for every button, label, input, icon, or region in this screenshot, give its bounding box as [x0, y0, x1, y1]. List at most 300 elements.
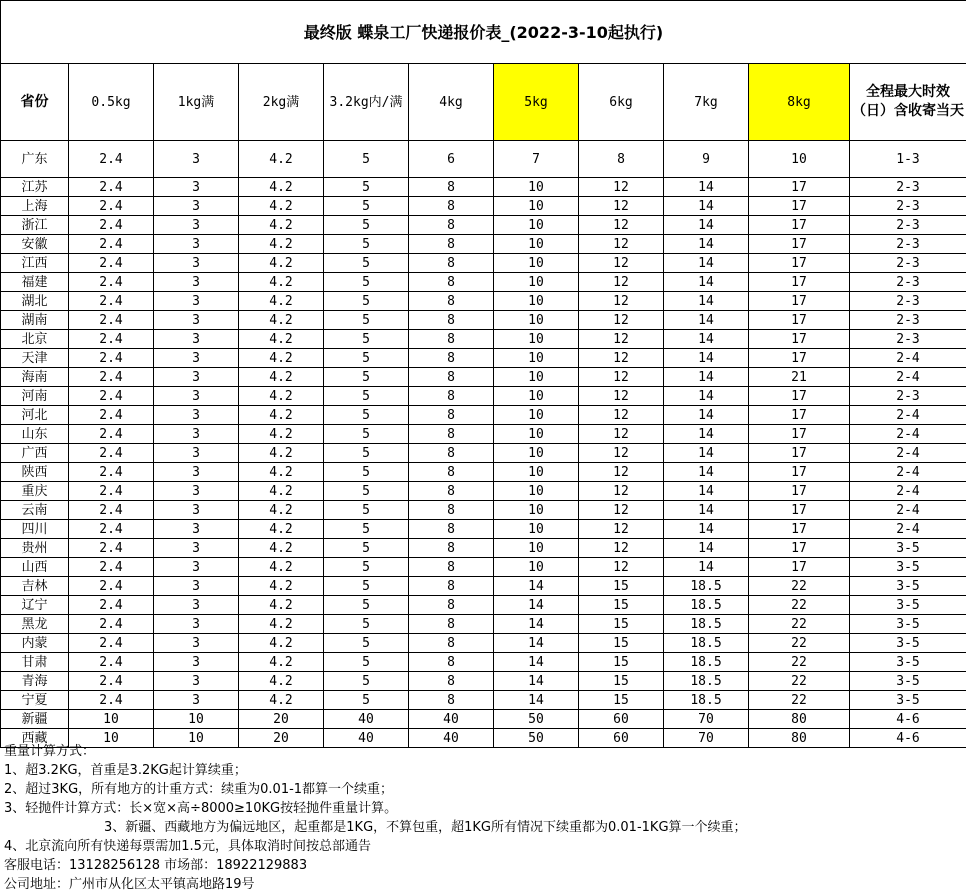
price-cell: 3	[154, 672, 239, 691]
price-cell: 14	[664, 330, 749, 349]
price-cell: 10	[494, 368, 579, 387]
price-cell: 14	[494, 596, 579, 615]
price-cell: 8	[409, 634, 494, 653]
price-cell: 15	[579, 672, 664, 691]
price-cell: 17	[749, 406, 850, 425]
price-cell: 4.2	[239, 691, 324, 710]
province-cell: 天津	[1, 349, 69, 368]
price-cell: 3	[154, 235, 239, 254]
price-cell: 21	[749, 368, 850, 387]
price-cell: 14	[664, 539, 749, 558]
price-cell: 2.4	[69, 273, 154, 292]
price-cell: 40	[409, 729, 494, 748]
header-4kg: 4kg	[409, 64, 494, 141]
price-cell: 17	[749, 235, 850, 254]
price-cell: 14	[494, 653, 579, 672]
province-cell: 陕西	[1, 463, 69, 482]
price-cell: 8	[409, 273, 494, 292]
price-cell: 4.2	[239, 387, 324, 406]
price-cell: 3	[154, 387, 239, 406]
price-cell: 60	[579, 710, 664, 729]
price-cell: 5	[324, 691, 409, 710]
price-cell: 12	[579, 387, 664, 406]
header-0-5kg: 0.5kg	[69, 64, 154, 141]
price-cell: 4.2	[239, 406, 324, 425]
price-cell: 3	[154, 558, 239, 577]
price-cell: 5	[324, 653, 409, 672]
price-cell: 17	[749, 501, 850, 520]
table-row	[1, 216, 966, 235]
price-cell: 14	[664, 197, 749, 216]
province-cell: 北京	[1, 330, 69, 349]
price-cell: 4.2	[239, 653, 324, 672]
price-cell: 2.4	[69, 368, 154, 387]
price-cell: 2.4	[69, 141, 154, 178]
price-cell: 10	[494, 520, 579, 539]
price-cell: 8	[409, 254, 494, 273]
header-3-2kg: 3.2kg内/满	[324, 64, 409, 141]
province-cell: 内蒙	[1, 634, 69, 653]
price-cell: 12	[579, 558, 664, 577]
days-cell: 2-4	[850, 520, 966, 539]
table-row	[1, 463, 966, 482]
price-cell: 17	[749, 178, 850, 197]
table-row	[1, 596, 966, 615]
price-cell: 3	[154, 501, 239, 520]
price-cell: 7	[494, 141, 579, 178]
table-row	[1, 330, 966, 349]
price-cell: 18.5	[664, 634, 749, 653]
price-cell: 17	[749, 520, 850, 539]
price-cell: 4.2	[239, 349, 324, 368]
price-cell: 3	[154, 634, 239, 653]
price-cell: 10	[494, 444, 579, 463]
province-cell: 海南	[1, 368, 69, 387]
price-cell: 10	[749, 141, 850, 178]
days-cell: 2-4	[850, 482, 966, 501]
price-cell: 2.4	[69, 444, 154, 463]
price-cell: 4.2	[239, 425, 324, 444]
price-cell: 8	[409, 311, 494, 330]
price-cell: 5	[324, 311, 409, 330]
price-cell: 8	[409, 482, 494, 501]
price-cell: 50	[494, 729, 579, 748]
price-cell: 14	[664, 178, 749, 197]
price-cell: 8	[409, 653, 494, 672]
price-cell: 12	[579, 197, 664, 216]
table-row	[1, 254, 966, 273]
price-cell: 2.4	[69, 254, 154, 273]
price-cell: 8	[409, 406, 494, 425]
days-cell: 2-3	[850, 330, 966, 349]
table-row	[1, 520, 966, 539]
price-cell: 18.5	[664, 653, 749, 672]
price-cell: 12	[579, 178, 664, 197]
price-cell: 80	[749, 729, 850, 748]
price-cell: 5	[324, 216, 409, 235]
days-cell: 2-3	[850, 216, 966, 235]
price-cell: 5	[324, 349, 409, 368]
price-cell: 12	[579, 444, 664, 463]
price-cell: 14	[664, 292, 749, 311]
price-cell: 3	[154, 425, 239, 444]
price-cell: 17	[749, 539, 850, 558]
province-cell: 宁夏	[1, 691, 69, 710]
note-line: 重量计算方式：	[4, 744, 96, 759]
price-cell: 14	[664, 444, 749, 463]
price-cell: 5	[324, 577, 409, 596]
price-cell: 10	[69, 729, 154, 748]
price-cell: 22	[749, 615, 850, 634]
price-cell: 17	[749, 292, 850, 311]
price-cell: 5	[324, 330, 409, 349]
header-7kg: 7kg	[664, 64, 749, 141]
price-cell: 18.5	[664, 577, 749, 596]
price-cell: 5	[324, 558, 409, 577]
days-cell: 2-3	[850, 273, 966, 292]
days-cell: 2-3	[850, 311, 966, 330]
price-cell: 5	[324, 425, 409, 444]
price-cell: 14	[664, 501, 749, 520]
table-row	[1, 368, 966, 387]
price-cell: 4.2	[239, 596, 324, 615]
price-cell: 20	[239, 729, 324, 748]
price-cell: 14	[664, 349, 749, 368]
price-cell: 3	[154, 330, 239, 349]
price-cell: 10	[494, 178, 579, 197]
province-cell: 甘肃	[1, 653, 69, 672]
price-cell: 14	[664, 425, 749, 444]
price-cell: 3	[154, 311, 239, 330]
days-cell: 2-3	[850, 387, 966, 406]
price-cell: 5	[324, 501, 409, 520]
price-cell: 22	[749, 691, 850, 710]
notes-section	[0, 742, 966, 894]
province-cell: 湖南	[1, 311, 69, 330]
province-cell: 重庆	[1, 482, 69, 501]
province-cell: 辽宁	[1, 596, 69, 615]
price-cell: 4.2	[239, 197, 324, 216]
price-cell: 3	[154, 615, 239, 634]
days-cell: 2-3	[850, 197, 966, 216]
price-cell: 10	[494, 463, 579, 482]
price-cell: 22	[749, 577, 850, 596]
price-cell: 2.4	[69, 653, 154, 672]
days-cell: 2-4	[850, 463, 966, 482]
price-cell: 18.5	[664, 615, 749, 634]
note-line: 公司地址：广州市从化区太平镇高地路19号	[4, 877, 255, 892]
price-cell: 12	[579, 406, 664, 425]
days-cell: 2-4	[850, 349, 966, 368]
table-row	[1, 482, 966, 501]
days-cell: 4-6	[850, 710, 966, 729]
days-cell: 3-5	[850, 615, 966, 634]
days-cell: 2-4	[850, 368, 966, 387]
price-cell: 17	[749, 463, 850, 482]
price-cell: 4.2	[239, 141, 324, 178]
price-cell: 60	[579, 729, 664, 748]
price-cell: 3	[154, 197, 239, 216]
price-cell: 12	[579, 254, 664, 273]
province-cell: 广西	[1, 444, 69, 463]
price-cell: 3	[154, 520, 239, 539]
price-cell: 15	[579, 615, 664, 634]
note-line: 3、轻抛件计算方式：长×宽×高÷8000≥10KG按轻抛件重量计算。	[4, 801, 398, 816]
price-cell: 14	[664, 463, 749, 482]
header-6kg: 6kg	[579, 64, 664, 141]
price-cell: 8	[409, 577, 494, 596]
table-row	[1, 349, 966, 368]
price-cell: 12	[579, 520, 664, 539]
table-row	[1, 672, 966, 691]
province-cell: 青海	[1, 672, 69, 691]
price-cell: 8	[409, 520, 494, 539]
price-cell: 3	[154, 653, 239, 672]
price-cell: 12	[579, 425, 664, 444]
price-cell: 2.4	[69, 197, 154, 216]
price-cell: 5	[324, 235, 409, 254]
price-cell: 17	[749, 330, 850, 349]
province-cell: 湖北	[1, 292, 69, 311]
price-cell: 2.4	[69, 596, 154, 615]
table-row	[1, 653, 966, 672]
price-cell: 2.4	[69, 178, 154, 197]
note-line: 2、超过3KG，所有地方的计重方式：续重为0.01-1都算一个续重；	[4, 782, 394, 797]
province-cell: 安徽	[1, 235, 69, 254]
price-cell: 8	[409, 387, 494, 406]
price-cell: 3	[154, 216, 239, 235]
price-cell: 15	[579, 634, 664, 653]
price-cell: 4.2	[239, 273, 324, 292]
province-cell: 广东	[1, 141, 69, 178]
table-row	[1, 425, 966, 444]
price-cell: 10	[494, 349, 579, 368]
price-cell: 3	[154, 539, 239, 558]
days-cell: 2-3	[850, 254, 966, 273]
table-row	[1, 178, 966, 197]
price-cell: 10	[494, 273, 579, 292]
province-cell: 新疆	[1, 710, 69, 729]
days-cell: 3-5	[850, 672, 966, 691]
table-row	[1, 273, 966, 292]
price-cell: 8	[579, 141, 664, 178]
price-cell: 14	[664, 482, 749, 501]
price-cell: 2.4	[69, 425, 154, 444]
days-cell: 2-3	[850, 235, 966, 254]
price-cell: 8	[409, 178, 494, 197]
province-cell: 福建	[1, 273, 69, 292]
price-cell: 10	[154, 729, 239, 748]
price-cell: 3	[154, 406, 239, 425]
table-row	[1, 235, 966, 254]
price-cell: 3	[154, 368, 239, 387]
province-cell: 黑龙	[1, 615, 69, 634]
price-cell: 5	[324, 368, 409, 387]
table-row	[1, 558, 966, 577]
price-cell: 22	[749, 596, 850, 615]
header-2kg: 2kg满	[239, 64, 324, 141]
price-cell: 14	[494, 691, 579, 710]
price-cell: 5	[324, 141, 409, 178]
table-row	[1, 197, 966, 216]
price-cell: 5	[324, 463, 409, 482]
price-cell: 12	[579, 330, 664, 349]
price-cell: 17	[749, 482, 850, 501]
price-cell: 8	[409, 691, 494, 710]
price-cell: 12	[579, 501, 664, 520]
price-cell: 17	[749, 558, 850, 577]
price-cell: 5	[324, 406, 409, 425]
table-row	[1, 691, 966, 710]
price-cell: 5	[324, 178, 409, 197]
price-cell: 80	[749, 710, 850, 729]
header-province: 省份	[1, 64, 69, 141]
price-cell: 4.2	[239, 615, 324, 634]
price-cell: 4.2	[239, 368, 324, 387]
price-cell: 4.2	[239, 634, 324, 653]
price-cell: 14	[664, 387, 749, 406]
price-cell: 70	[664, 710, 749, 729]
table-row	[1, 292, 966, 311]
price-cell: 2.4	[69, 406, 154, 425]
table-row	[1, 634, 966, 653]
province-cell: 浙江	[1, 216, 69, 235]
days-cell: 3-5	[850, 691, 966, 710]
price-cell: 15	[579, 653, 664, 672]
price-cell: 5	[324, 197, 409, 216]
header-5kg: 5kg	[494, 64, 579, 141]
price-cell: 5	[324, 482, 409, 501]
price-cell: 8	[409, 615, 494, 634]
table-row	[1, 615, 966, 634]
price-cell: 17	[749, 387, 850, 406]
price-cell: 2.4	[69, 520, 154, 539]
price-cell: 2.4	[69, 387, 154, 406]
price-cell: 12	[579, 368, 664, 387]
price-cell: 3	[154, 577, 239, 596]
days-cell: 2-3	[850, 178, 966, 197]
price-cell: 5	[324, 596, 409, 615]
note-line: 客服电话：13128256128 市场部：18922129883	[4, 858, 308, 873]
price-cell: 4.2	[239, 235, 324, 254]
price-cell: 50	[494, 710, 579, 729]
price-cell: 18.5	[664, 672, 749, 691]
price-cell: 17	[749, 197, 850, 216]
header-1kg: 1kg满	[154, 64, 239, 141]
price-cell: 17	[749, 349, 850, 368]
province-cell: 上海	[1, 197, 69, 216]
price-cell: 5	[324, 273, 409, 292]
price-cell: 4.2	[239, 178, 324, 197]
province-cell: 贵州	[1, 539, 69, 558]
price-cell: 17	[749, 444, 850, 463]
price-cell: 2.4	[69, 292, 154, 311]
table-row	[1, 577, 966, 596]
header-8kg: 8kg	[749, 64, 850, 141]
price-cell: 2.4	[69, 235, 154, 254]
price-cell: 4.2	[239, 463, 324, 482]
price-cell: 5	[324, 520, 409, 539]
price-cell: 3	[154, 444, 239, 463]
price-cell: 10	[494, 406, 579, 425]
price-cell: 10	[494, 292, 579, 311]
price-cell: 3	[154, 691, 239, 710]
price-cell: 2.4	[69, 330, 154, 349]
days-cell: 3-5	[850, 539, 966, 558]
table-row	[1, 710, 966, 729]
price-cell: 3	[154, 463, 239, 482]
price-cell: 3	[154, 292, 239, 311]
table-row	[1, 444, 966, 463]
days-cell: 3-5	[850, 558, 966, 577]
province-cell: 云南	[1, 501, 69, 520]
days-cell: 2-4	[850, 444, 966, 463]
price-cell: 12	[579, 482, 664, 501]
price-cell: 10	[494, 387, 579, 406]
table-row	[1, 141, 966, 178]
days-cell: 1-3	[850, 141, 966, 178]
price-cell: 8	[409, 349, 494, 368]
price-cell: 22	[749, 653, 850, 672]
price-cell: 17	[749, 254, 850, 273]
days-cell: 2-4	[850, 425, 966, 444]
price-cell: 40	[324, 729, 409, 748]
price-cell: 10	[494, 558, 579, 577]
price-cell: 22	[749, 672, 850, 691]
price-cell: 10	[154, 710, 239, 729]
header-max-days: 全程最大时效（日）含收寄当天	[850, 64, 966, 141]
days-cell: 3-5	[850, 596, 966, 615]
table-row	[1, 387, 966, 406]
price-cell: 17	[749, 311, 850, 330]
price-cell: 14	[664, 235, 749, 254]
price-cell: 14	[664, 406, 749, 425]
price-cell: 5	[324, 444, 409, 463]
price-cell: 4.2	[239, 330, 324, 349]
price-cell: 8	[409, 330, 494, 349]
sheet-title: 最终版 蝶泉工厂快递报价表_(2022-3-10起执行)	[1, 1, 966, 64]
price-cell: 3	[154, 141, 239, 178]
price-cell: 4.2	[239, 558, 324, 577]
price-cell: 17	[749, 273, 850, 292]
price-cell: 2.4	[69, 216, 154, 235]
price-cell: 14	[664, 311, 749, 330]
price-cell: 10	[494, 254, 579, 273]
price-cell: 4.2	[239, 311, 324, 330]
price-cell: 12	[579, 235, 664, 254]
price-cell: 14	[664, 273, 749, 292]
price-cell: 10	[494, 216, 579, 235]
price-cell: 2.4	[69, 577, 154, 596]
price-cell: 8	[409, 368, 494, 387]
price-cell: 5	[324, 672, 409, 691]
price-cell: 2.4	[69, 691, 154, 710]
price-cell: 15	[579, 577, 664, 596]
price-cell: 14	[494, 577, 579, 596]
price-cell: 12	[579, 539, 664, 558]
header-row	[1, 64, 966, 141]
price-cell: 4.2	[239, 672, 324, 691]
price-cell: 4.2	[239, 444, 324, 463]
price-cell: 5	[324, 254, 409, 273]
days-cell: 3-5	[850, 634, 966, 653]
note-line: 3、新疆、西藏地方为偏远地区，起重都是1KG，不算包重，超1KG所有情况下续重都为0.01-1KG算一个续重；	[104, 820, 747, 835]
price-cell: 10	[494, 235, 579, 254]
price-cell: 15	[579, 691, 664, 710]
table-row	[1, 311, 966, 330]
price-cell: 18.5	[664, 596, 749, 615]
price-cell: 5	[324, 387, 409, 406]
